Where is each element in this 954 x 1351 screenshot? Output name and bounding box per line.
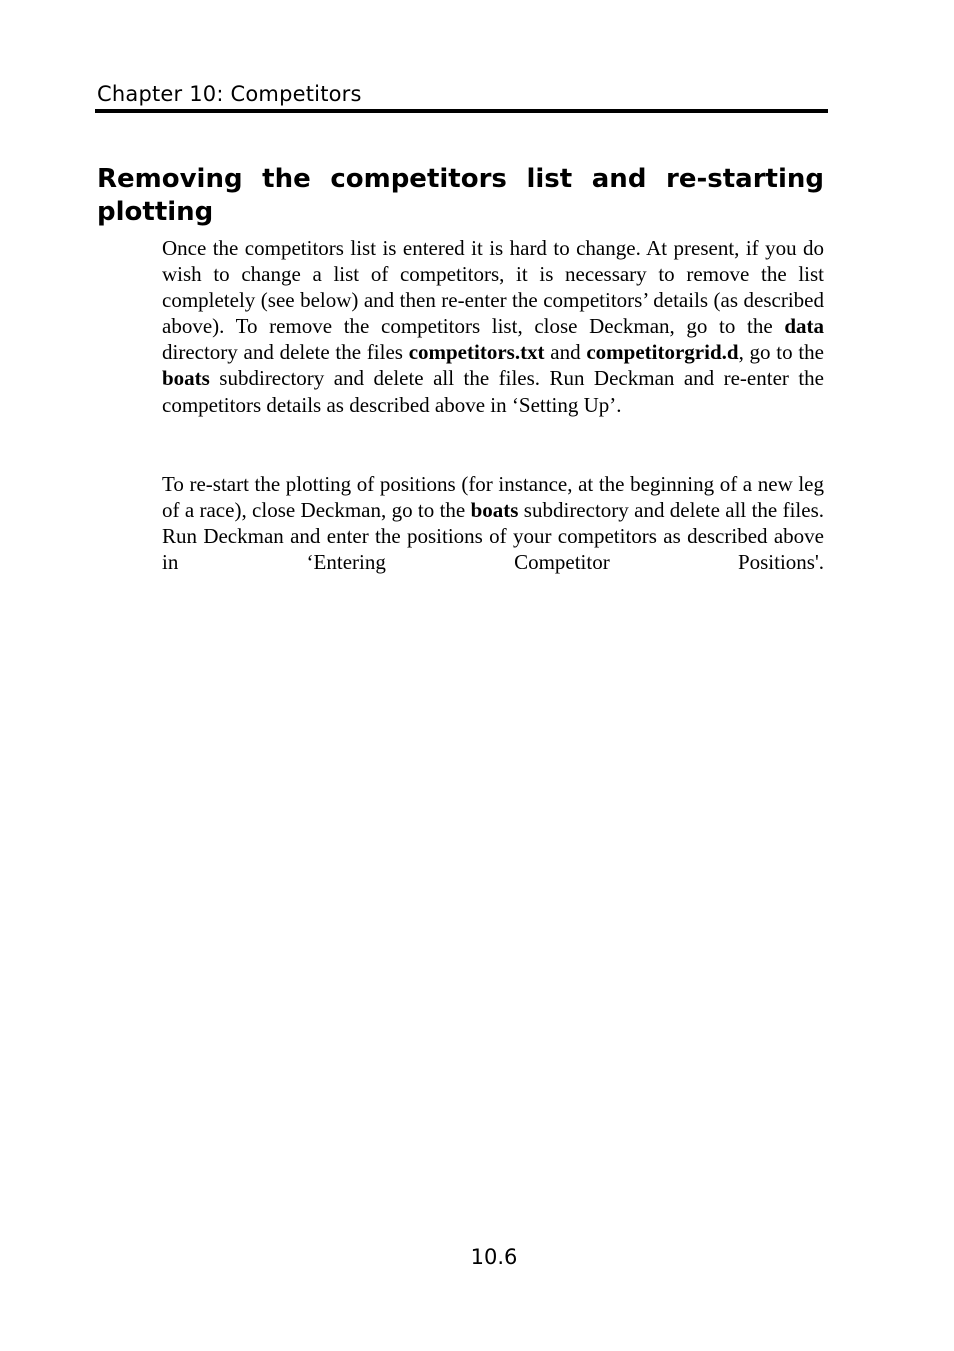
text-run: , go to the [738, 340, 824, 365]
boats-directory-name: boats [470, 498, 519, 523]
paragraph-restart-plotting [162, 471, 824, 575]
text-run: Once the competitors list is entered it is hard to change. At present, if you do wish to change a list of competitors, it is necessary to remove the list completely (see below) and then re-enter the competitors’ details (as described above). To remove the competitors list, close Deckman, go to the [162, 236, 824, 339]
competitors-file-name: competitors.txt [408, 340, 545, 365]
header-rule [95, 109, 828, 113]
competitorgrid-file-name: competitorgrid.d [586, 340, 739, 365]
boats-directory-name: boats [162, 366, 210, 391]
text-run: and [544, 340, 587, 365]
paragraph-remove-competitors [162, 235, 824, 418]
section-heading: Removing the competitors list and re-starting plotting [97, 164, 824, 227]
text-run: directory and delete the files [162, 340, 409, 365]
running-header: Chapter 10: Competitors [97, 82, 362, 106]
text-run: subdirectory and delete all the files. Run Deckman and re-enter the competitors details as described above in ‘Setting Up’. [162, 366, 824, 417]
text-run: To re-start the plotting of positions (for instance, at the beginning of a new leg of a race), close Deckman, go to the [162, 472, 824, 523]
page-number: 10.6 [470, 1245, 518, 1269]
text-run: subdirectory and delete all the files. Run Deckman and enter the positions of your competitors as described above in ‘Entering Competitor Positions'. [162, 498, 824, 575]
data-directory-name: data [784, 314, 824, 339]
